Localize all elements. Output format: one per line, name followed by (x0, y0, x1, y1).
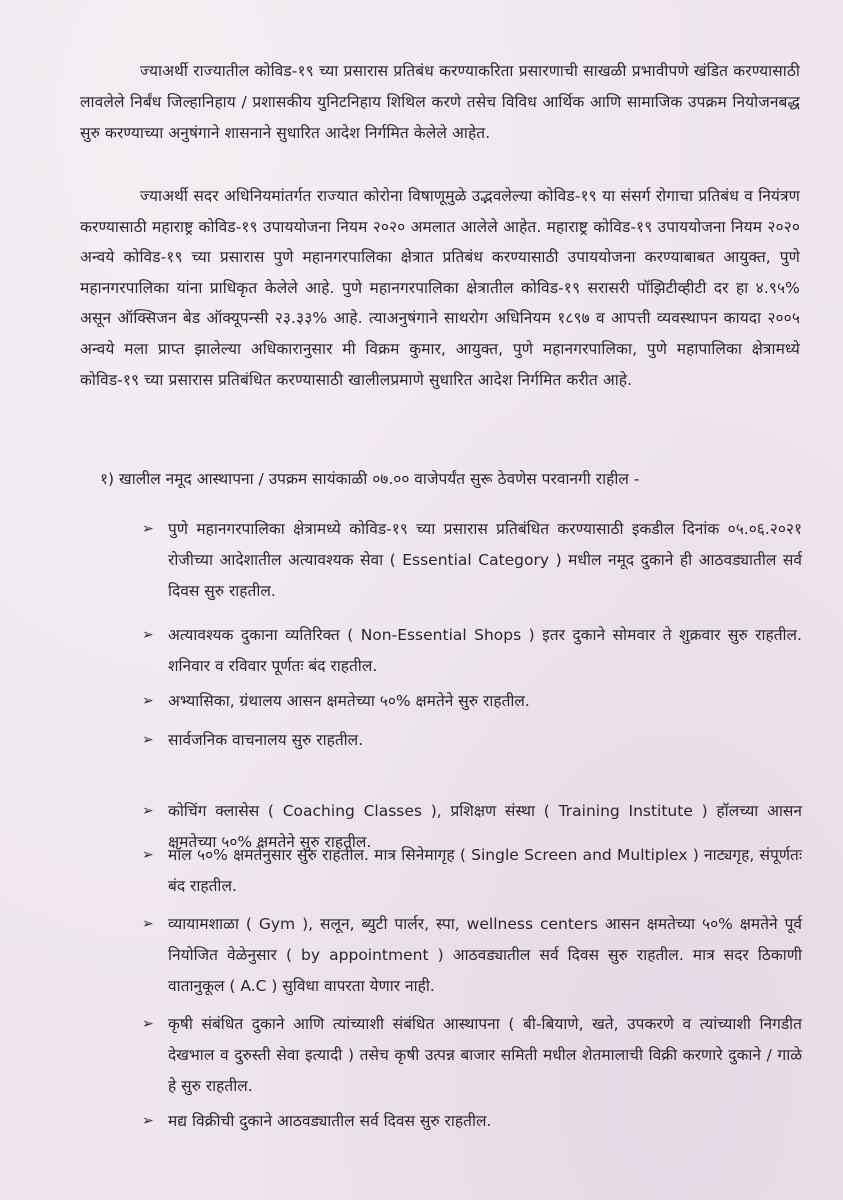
section-heading: १) खालील नमूद आस्थापना / उपक्रम सायंकाळी ०७.०० वाजेपर्यंत सुरू ठेवणेस परवानगी राहील - (100, 470, 640, 488)
arrow-bullet-icon: ➢ (142, 693, 154, 709)
paragraph-recital-2-text: ज्याअर्थी सदर अधिनियमांतर्गत राज्यात कोरोना विषाणूमुळे उद्भवलेल्या कोविड-१९ या संसर्ग रोगाचा प्रतिबंध व नियंत्रण करण्यासाठी महाराष्ट्र कोविड-१९ उपाययोजना नियम २०२० अमलात आलेले आहेत. महाराष्ट्र कोविड-१९ उपाययोजना नियम २०२० अन्वये कोविड-१९ च्या प्रसारास पुणे महानगरपालिका क्षेत्रात प्रतिबंध करण्यासाठी उपाययोजना करण्याबाबत आयुक्त, पुणे महानगरपालिका यांना प्राधिकृत केलेले आहे. पुणे महानगरपालिका क्षेत्रातील कोविड-१९ सरासरी पॉझिटीव्हीटी दर हा ४.९५% असून ऑक्सिजन बेड ऑक्यूपन्सी २३.३३% आहे. त्याअनुषंगाने साथरोग अधिनियम १८९७ व आपत्ती व्यवस्थापन कायदा २००५ अन्वये मला प्राप्त झालेल्या अधिकारानुसार मी विक्रम कुमार, आयुक्त, पुणे महानगरपालिका, पुणे महापालिका क्षेत्रामध्ये कोविड-१९ च्या प्रसारास प्रतिबंधित करण्यासाठी खालीलप्रमाणे सुधारित आदेश निर्गमित करीत आहे. (80, 187, 800, 389)
list-item-text: मॉल ५०% क्षमतेनुसार सुरु राहतील. मात्र सिनेमागृह ( Single Screen and Multiplex ) नाट्यगृह, संपूर्णतः बंद राहतील. (168, 846, 802, 895)
list-item (142, 909, 802, 1002)
list-item (142, 514, 802, 607)
arrow-bullet-icon: ➢ (142, 847, 154, 863)
arrow-bullet-icon: ➢ (142, 627, 154, 643)
arrow-bullet-icon: ➢ (142, 1016, 154, 1032)
arrow-bullet-icon: ➢ (142, 916, 154, 932)
arrow-bullet-icon: ➢ (142, 1113, 154, 1129)
list-item-text: मद्य विक्रीची दुकाने आठवड्यातील सर्व दिवस सुरु राहतील. (168, 1112, 492, 1130)
list-item (142, 840, 802, 902)
list-item (142, 725, 802, 756)
arrow-bullet-icon: ➢ (142, 803, 154, 819)
paragraph-recital-1 (80, 56, 800, 149)
list-item-text: पुणे महानगरपालिका क्षेत्रामध्ये कोविड-१९ च्या प्रसारास प्रतिबंधित करण्यासाठी इकडील दिनांक ०५.०६.२०२१ रोजीच्या आदेशातील अत्यावश्यक सेवा ( Essential Category ) मधील नमूद दुकाने ही आठवड्यातील सर्व दिवस सुरु राहतील. (168, 520, 802, 600)
list-item-text: व्यायामशाळा ( Gym ), सलून, ब्युटी पार्लर, स्पा, wellness centers आसन क्षमतेच्या ५०% क्षमतेने पूर्व नियोजित वेळेनुसार ( by appointment ) आठवड्यातील सर्व दिवस सुरु राहतील. मात्र सदर ठिकाणी वातानुकूल ( A.C ) सुविधा वापरता येणार नाही. (168, 915, 802, 995)
list-item-text: कोचिंग क्लासेस ( Coaching Classes ), प्रशिक्षण संस्था ( Training Institute ) हॉलच्या आसन क्षमतेच्या ५०% क्षमतेने सुरु राहतील. (168, 802, 802, 851)
arrow-bullet-icon: ➢ (142, 732, 154, 748)
list-item (142, 1009, 802, 1102)
paragraph-recital-2 (80, 181, 800, 395)
list-item-text: कृषी संबंधित दुकाने आणि त्यांच्याशी संबंधित आस्थापना ( बी-बियाणे, खते, उपकरणे व त्यांच्याशी निगडीत देखभाल व दुरुस्ती सेवा इत्यादी ) तसेच कृषी उत्पन्न बाजार समिती मधील शेतमालाची विक्री करणारे दुकाने / गाळे हे सुरु राहतील. (168, 1015, 802, 1095)
list-item-text: अभ्यासिका, ग्रंथालय आसन क्षमतेच्या ५०% क्षमतेने सुरु राहतील. (168, 692, 530, 710)
list-item-text: सार्वजनिक वाचनालय सुरु राहतील. (168, 731, 364, 749)
list-item (142, 686, 802, 717)
paragraph-recital-1-text: ज्याअर्थी राज्यातील कोविड-१९ च्या प्रसारास प्रतिबंध करण्याकरिता प्रसारणाची साखळी प्रभावीपणे खंडित करण्यासाठी लावलेले निर्बंध जिल्हानिहाय / प्रशासकीय युनिटनिहाय शिथिल करणे तसेच विविध आर्थिक आणि सामाजिक उपक्रम नियोजनबद्ध सुरु करण्याच्या अनुषंगाने शासनाने सुधारित आदेश निर्गमित केलेले आहेत. (80, 62, 800, 142)
list-item-text: अत्यावश्यक दुकाना व्यतिरिक्त ( Non-Essential Shops ) इतर दुकाने सोमवार ते शुक्रवार सुरु राहतील. शनिवार व रविवार पूर्णतः बंद राहतील. (168, 626, 802, 675)
list-item (142, 620, 802, 682)
list-item (142, 1106, 802, 1137)
arrow-bullet-icon: ➢ (142, 521, 154, 537)
